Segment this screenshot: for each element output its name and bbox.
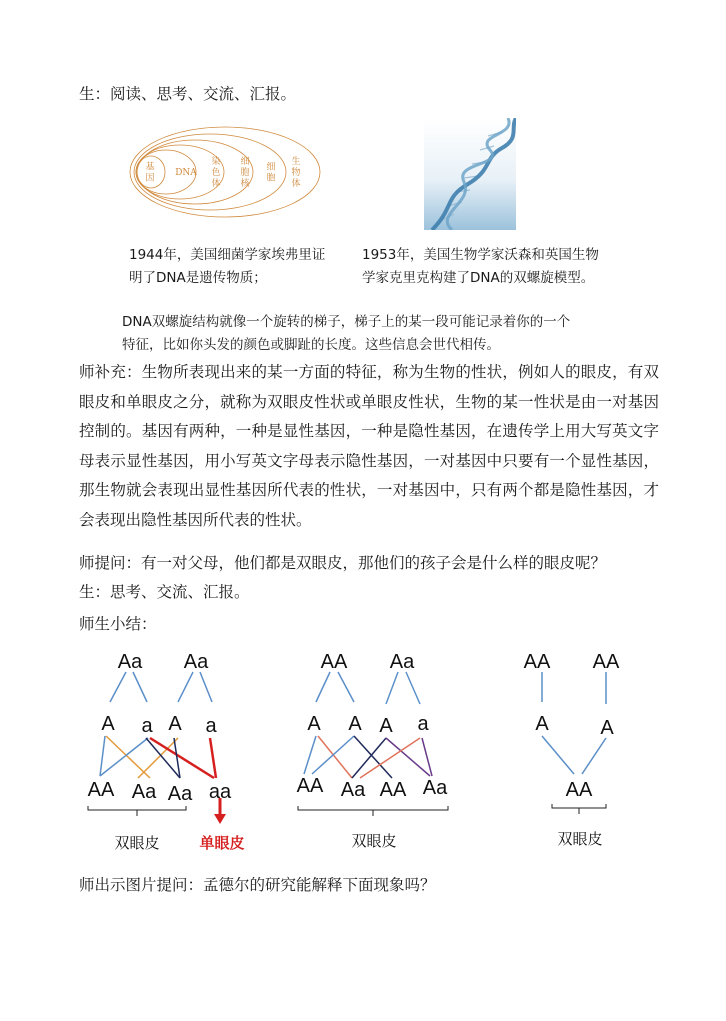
dna-helix-image [424, 118, 516, 230]
closing-line: 师出示图片提问：孟德尔的研究能解释下面现象吗？ [79, 876, 436, 894]
cross-3 [524, 651, 620, 848]
cross3-gamete-2: A [600, 717, 614, 739]
student-reply: 生：思考、交流、汇报。 [79, 583, 250, 601]
nested-ellipse-diagram [128, 125, 323, 220]
ellipse-cell [134, 134, 286, 210]
summary-label: 师生小结： [79, 615, 157, 633]
caption-1944 [129, 244, 325, 290]
cross-2 [297, 651, 448, 850]
intro-line: 生：阅读、思考、交流、汇报。 [79, 85, 297, 103]
cross1-gamete-2: a [141, 715, 153, 737]
cross2-gamete-4: a [417, 713, 429, 735]
cross-1 [88, 651, 245, 852]
cross1-gamete-4: a [205, 715, 217, 737]
teacher-question: 师提问：有一对父母，他们都是双眼皮，那他们的孩子会是什么样的眼皮呢？ [79, 554, 607, 572]
caption-1953 [362, 244, 599, 290]
cross2-label: 双眼皮 [351, 832, 397, 850]
dna-note-line1: DNA双螺旋结构就像一个旋转的梯子，梯子上的某一段可能记录着你的一个 [122, 314, 571, 330]
cross2-offspring-4: Aa [422, 777, 448, 799]
caption-1944-line2: 明了DNA是遗传物质； [129, 270, 267, 286]
cross1-offspring-1: AA [87, 779, 115, 801]
cross2-parent-2: Aa [389, 651, 415, 673]
ellipse-label-cell: 细胞 [266, 162, 276, 184]
ellipse-label-nucleus: 细胞核 [240, 157, 250, 189]
teacher-supplement: 师补充：生物所表现出来的某一方面的特征，称为生物的性状，例如人的眼皮，有双眼皮和单眼皮之分，就称为双眼皮性状或单眼皮性状，生物的某一性状是由一对基因控制的。基因有两种，一种是显性基因，一种是隐性基因，在遗传学上用大写英文字母表示显性基因，用小写英文字母表示隐性基因，一对基因中只要有一个显性基因，那生物就会表现出显性基因所代表的性状，一对基因中，只有两个都是隐性基因，才会表现出隐性基因所代表的性状。 [79, 363, 659, 529]
cross1-offspring-2: Aa [131, 781, 157, 803]
cross1-parent-2: Aa [183, 651, 209, 673]
genetic-cross-diagrams [0, 640, 726, 860]
cross1-parent-1: Aa [117, 651, 143, 673]
dna-note [122, 311, 570, 357]
cross1-gamete-1: A [101, 713, 115, 735]
cross3-label: 双眼皮 [557, 830, 603, 848]
cross3-parent-1: AA [523, 651, 551, 673]
cross2-gamete-3: A [379, 715, 393, 737]
caption-1953-line1: 1953年，美国生物学家沃森和英国生物 [362, 247, 599, 263]
cross3-parent-2: AA [592, 651, 620, 673]
cross2-gamete-2: A [348, 713, 362, 735]
cross2-offspring-2: Aa [340, 779, 366, 801]
cross1-label: 双眼皮 [114, 834, 160, 852]
cross1-highlight-label: 单眼皮 [199, 834, 245, 852]
cross1-gamete-3: A [168, 713, 182, 735]
ellipse-label-organism: 生物体 [291, 157, 301, 189]
cross3-gamete-1: A [535, 713, 549, 735]
cross2-parent-1: AA [320, 651, 348, 673]
cross2-offspring-1: AA [296, 775, 324, 797]
cross1-offspring-4: aa [208, 781, 232, 803]
cross3-offspring-1: AA [565, 779, 593, 801]
ellipse-label-chromosome: 染色体 [211, 157, 221, 189]
caption-1953-line2: 学家克里克构建了DNA的双螺旋模型。 [362, 270, 595, 286]
ellipse-label-dna: DNA [175, 168, 197, 178]
cross2-offspring-3: AA [379, 779, 407, 801]
ellipse-label-gene: 基因 [145, 162, 155, 184]
cross1-offspring-3: Aa [167, 783, 193, 805]
dna-note-line2: 特征，比如你头发的颜色或脚趾的长度。这些信息会世代相传。 [122, 337, 500, 353]
cross2-gamete-1: A [307, 713, 321, 735]
caption-1944-line1: 1944年，美国细菌学家埃弗里证 [129, 247, 326, 263]
